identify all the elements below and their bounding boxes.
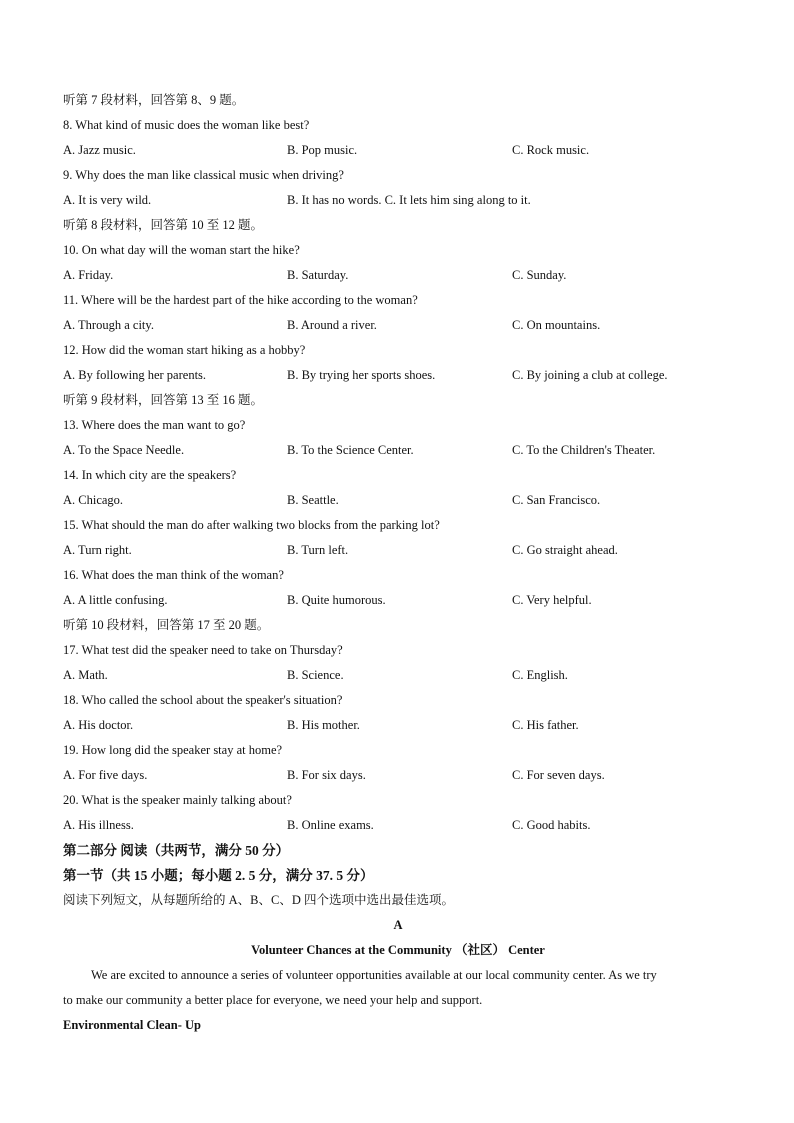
option-c: C. His father. <box>512 718 579 732</box>
question-11: 11. Where will be the hardest part of the hike according to the woman? <box>63 293 418 307</box>
option-a: A. Through a city. <box>63 318 154 332</box>
options-18 <box>63 713 733 738</box>
section-heading-7: 听第 7 段材料，回答第 8、9 题。 <box>63 93 245 107</box>
section-heading-9: 听第 9 段材料，回答第 13 至 16 题。 <box>63 393 264 407</box>
paragraph-1 <box>63 963 733 1013</box>
option-c: C. Sunday. <box>512 268 567 282</box>
option-a: A. Friday. <box>63 268 114 282</box>
option-a: A. His doctor. <box>63 718 134 732</box>
option-c: C. Good habits. <box>512 818 591 832</box>
option-b: B. For six days. <box>287 768 366 782</box>
question-14: 14. In which city are the speakers? <box>63 468 237 482</box>
options-15 <box>63 538 733 563</box>
question-15: 15. What should the man do after walking two blocks from the parking lot? <box>63 518 440 532</box>
options-13 <box>63 438 733 463</box>
option-c: C. Very helpful. <box>512 593 592 607</box>
section-heading-8: 听第 8 段材料，回答第 10 至 12 题。 <box>63 218 264 232</box>
question-12: 12. How did the woman start hiking as a hobby? <box>63 343 306 357</box>
options-19 <box>63 763 733 788</box>
options-17 <box>63 663 733 688</box>
options-11 <box>63 313 733 338</box>
options-14 <box>63 488 733 513</box>
option-c: C. For seven days. <box>512 768 605 782</box>
option-b: B. Online exams. <box>287 818 374 832</box>
option-a: A. Jazz music. <box>63 143 136 157</box>
option-c: C. To the Children's Theater. <box>512 443 656 457</box>
passage-letter: A <box>393 918 403 932</box>
option-b: B. By trying her sports shoes. <box>287 368 436 382</box>
question-17: 17. What test did the speaker need to take on Thursday? <box>63 643 343 657</box>
option-b: B. Turn left. <box>287 543 349 557</box>
option-c: C. English. <box>512 668 568 682</box>
question-19: 19. How long did the speaker stay at home? <box>63 743 283 757</box>
option-a: A. Turn right. <box>63 543 132 557</box>
question-20: 20. What is the speaker mainly talking about? <box>63 793 292 807</box>
option-b: B. Saturday. <box>287 268 349 282</box>
option-a: A. To the Space Needle. <box>63 443 185 457</box>
subheading: Environmental Clean- Up <box>63 1018 201 1032</box>
option-a: A. For five days. <box>63 768 148 782</box>
reading-instructions: 阅读下列短文，从每题所给的 A、B、C、D 四个选项中选出最佳选项。 <box>63 893 454 907</box>
question-13: 13. Where does the man want to go? <box>63 418 246 432</box>
option-a: A. Chicago. <box>63 493 124 507</box>
option-c: C. By joining a club at college. <box>512 368 668 382</box>
passage-title: Volunteer Chances at the Community （社区） Center <box>251 943 545 957</box>
question-18: 18. Who called the school about the speaker's situation? <box>63 693 343 707</box>
question-9: 9. Why does the man like classical music when driving? <box>63 168 344 182</box>
option-c: C. On mountains. <box>512 318 601 332</box>
option-b: B. Around a river. <box>287 318 377 332</box>
option-a: A. Math. <box>63 668 108 682</box>
options-10 <box>63 263 733 288</box>
option-b: B. To the Science Center. <box>287 443 414 457</box>
options-12 <box>63 363 733 388</box>
document-page <box>63 88 733 1038</box>
option-a: A. A little confusing. <box>63 593 168 607</box>
options-8 <box>63 138 733 163</box>
options-16 <box>63 588 733 613</box>
question-16: 16. What does the man think of the woman? <box>63 568 284 582</box>
option-b: B. His mother. <box>287 718 360 732</box>
option-b: B. Science. <box>287 668 344 682</box>
paragraph-1-line-1: We are excited to announce a series of volunteer opportunities available at our local community center. As we try <box>91 968 657 982</box>
option-b: B. Quite humorous. <box>287 593 386 607</box>
option-a: A. It is very wild. <box>63 193 152 207</box>
option-c: C. Rock music. <box>512 143 590 157</box>
question-8: 8. What kind of music does the woman like best? <box>63 118 310 132</box>
part-two-heading: 第二部分 阅读（共两节，满分 50 分） <box>63 843 290 858</box>
paragraph-1-line-2: to make our community a better place for everyone, we need your help and support. <box>63 993 483 1007</box>
section-one-heading: 第一节（共 15 小题；每小题 2. 5 分，满分 37. 5 分） <box>63 868 374 883</box>
option-b: B. Seattle. <box>287 493 339 507</box>
option-b-c: B. It has no words. C. It lets him sing along to it. <box>287 193 531 207</box>
option-a: A. His illness. <box>63 818 134 832</box>
option-c: C. Go straight ahead. <box>512 543 618 557</box>
options-20 <box>63 813 733 838</box>
option-c: C. San Francisco. <box>512 493 601 507</box>
option-a: A. By following her parents. <box>63 368 207 382</box>
option-b: B. Pop music. <box>287 143 358 157</box>
options-9 <box>63 188 733 213</box>
section-heading-10: 听第 10 段材料，回答第 17 至 20 题。 <box>63 618 270 632</box>
question-10: 10. On what day will the woman start the hike? <box>63 243 300 257</box>
